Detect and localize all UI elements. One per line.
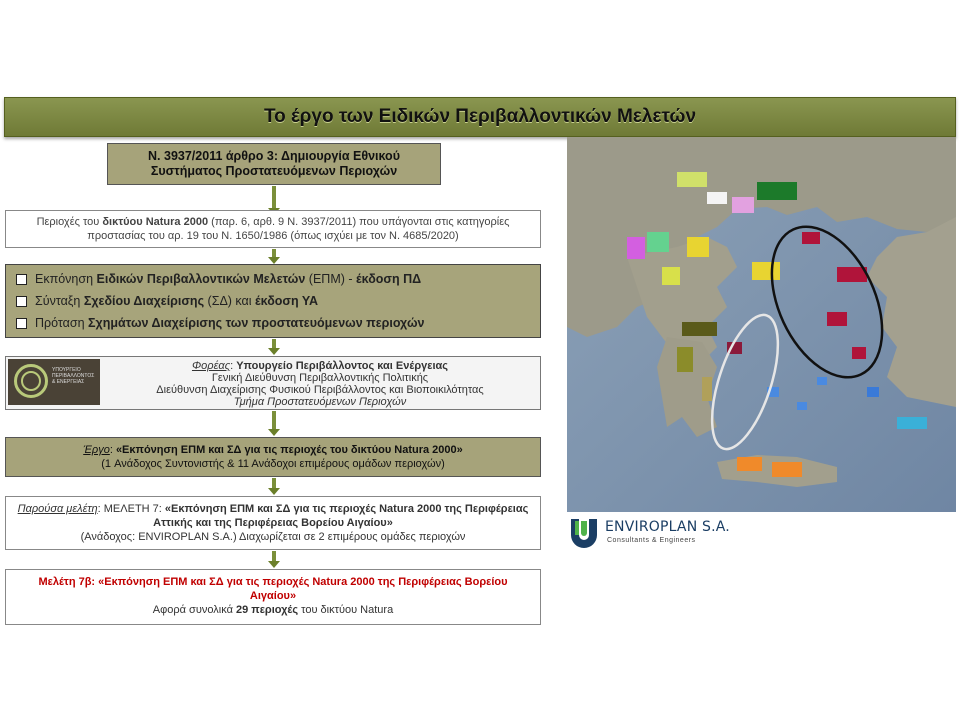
natura-map — [567, 137, 956, 512]
agency-ministry: Υπουργείο Περιβάλλοντος και Ενέργειας — [236, 360, 449, 372]
task-1-b: Ειδικών Περιβαλλοντικών Μελετών — [96, 272, 306, 286]
box-project — [5, 437, 541, 477]
study-7b-title: Μελέτη 7β: «Εκπόνηση ΕΠΜ και ΣΔ για τις περιοχές Natura 2000 της Περιφέρειας Βορείου Αιγαίου» — [38, 576, 508, 602]
ministry-emblem — [8, 359, 100, 405]
task-1-a: Εκπόνηση — [35, 272, 97, 286]
project-label: Έργο — [83, 444, 110, 456]
enviroplan-logo-icon — [567, 515, 601, 551]
task-1 — [16, 268, 530, 290]
checkbox-icon — [16, 274, 27, 285]
logo-sub: Consultants & Engineers — [607, 537, 696, 544]
enviroplan-logo — [567, 515, 747, 555]
agency-colon: : — [230, 360, 237, 372]
task-1-d: έκδοση ΠΔ — [356, 272, 422, 286]
box-law-prefix: Ν. 3937/2011 άρθρο 3: — [148, 149, 282, 163]
study-7b-t2: του δικτύου Natura — [298, 604, 394, 616]
task-3-a: Πρόταση — [35, 316, 89, 330]
project-colon: : — [109, 444, 116, 456]
study-label: Παρούσα μελέτη — [17, 503, 98, 515]
study-7b-t1: Αφορά συνολικά — [152, 604, 236, 616]
arrow-2 — [270, 249, 278, 264]
slide-title: Το έργο των Ειδικών Περιβαλλοντικών Μελετών — [263, 106, 697, 127]
box-natura-areas — [5, 210, 541, 248]
arrow-6 — [270, 551, 278, 568]
natura-map-svg — [567, 137, 956, 512]
agency-line-2: Γενική Διεύθυνση Περιβαλλοντικής Πολιτικής — [211, 372, 429, 384]
task-2-d: έκδοση ΥΑ — [255, 294, 319, 308]
study-t1: : ΜΕΛΕΤΗ 7: — [97, 503, 165, 515]
task-3-b: Σχημάτων Διαχείρισης των προστατευόμενων περιοχών — [88, 316, 425, 330]
box-study-7b — [5, 569, 541, 625]
box-law — [107, 143, 441, 185]
emblem-text: ΥΠΟΥΡΓΕΙΟ ΠΕΡΙΒΑΛΛΟΝΤΟΣ & ΕΝΕΡΓΕΙΑΣ — [52, 367, 95, 385]
agency-line-3: Διεύθυνση Διαχείρισης Φυσικού Περιβάλλοντος και Βιοποικιλότητας — [156, 384, 484, 396]
checkbox-icon — [16, 296, 27, 307]
arrow-3 — [270, 339, 278, 355]
project-line-2: (1 Ανάδοχος Συντονιστής & 11 Ανάδοχοι επιμέρους ομάδων περιοχών) — [101, 458, 445, 470]
checkbox-icon — [16, 318, 27, 329]
project-title: «Εκπόνηση ΕΠΜ και ΣΔ για τις περιοχές του δικτύου Natura 2000» — [115, 444, 463, 456]
arrow-4 — [270, 411, 278, 436]
task-2-b: Σχεδίου Διαχείρισης — [83, 294, 205, 308]
box-natura-t1: Περιοχές του — [36, 216, 103, 228]
arrow-5 — [270, 478, 278, 495]
slide-title-bar — [4, 97, 956, 137]
agency-label: Φορέας — [191, 360, 231, 372]
agency-line-4: Τμήμα Προστατευόμενων Περιοχών — [233, 396, 407, 408]
box-natura-b1: δικτύου Natura 2000 — [102, 216, 209, 228]
box-natura-t2: (παρ. 6, αρθ. 9 Ν. 3937/2011) που υπάγονται στις κατηγορίες προστασίας του αρ. 19 του Ν. 1650/1986 (όπως ισχύει με τον Ν. 4685/2020) — [87, 216, 510, 242]
box-current-study — [5, 496, 541, 550]
logo-name: ENVIROPLAN S.A. — [605, 519, 730, 535]
emblem-inner-circle-icon — [21, 371, 41, 391]
box-law-bold: Δημιουργία Εθνικού Συστήματος Προστατευόμενων Περιοχών — [150, 149, 400, 178]
study-7b-count: 29 περιοχές — [235, 604, 299, 616]
box-tasks — [5, 264, 541, 338]
task-2-c: (ΣΔ) και — [204, 294, 255, 308]
task-2-a: Σύνταξη — [35, 294, 84, 308]
task-1-c: (ΕΠΜ) - — [305, 272, 356, 286]
study-title: «Εκπόνηση ΕΠΜ και ΣΔ για τις περιοχές Natura 2000 της Περιφέρειας Αττικής και της Περιφέρειας Βορείου Αιγαίου» — [153, 503, 529, 529]
study-line-3: (Ανάδοχος: ENVIROPLAN S.A.) Διαχωρίζεται σε 2 επιμέρους ομάδες περιοχών — [80, 531, 466, 543]
task-3 — [16, 312, 530, 334]
task-2 — [16, 290, 530, 312]
